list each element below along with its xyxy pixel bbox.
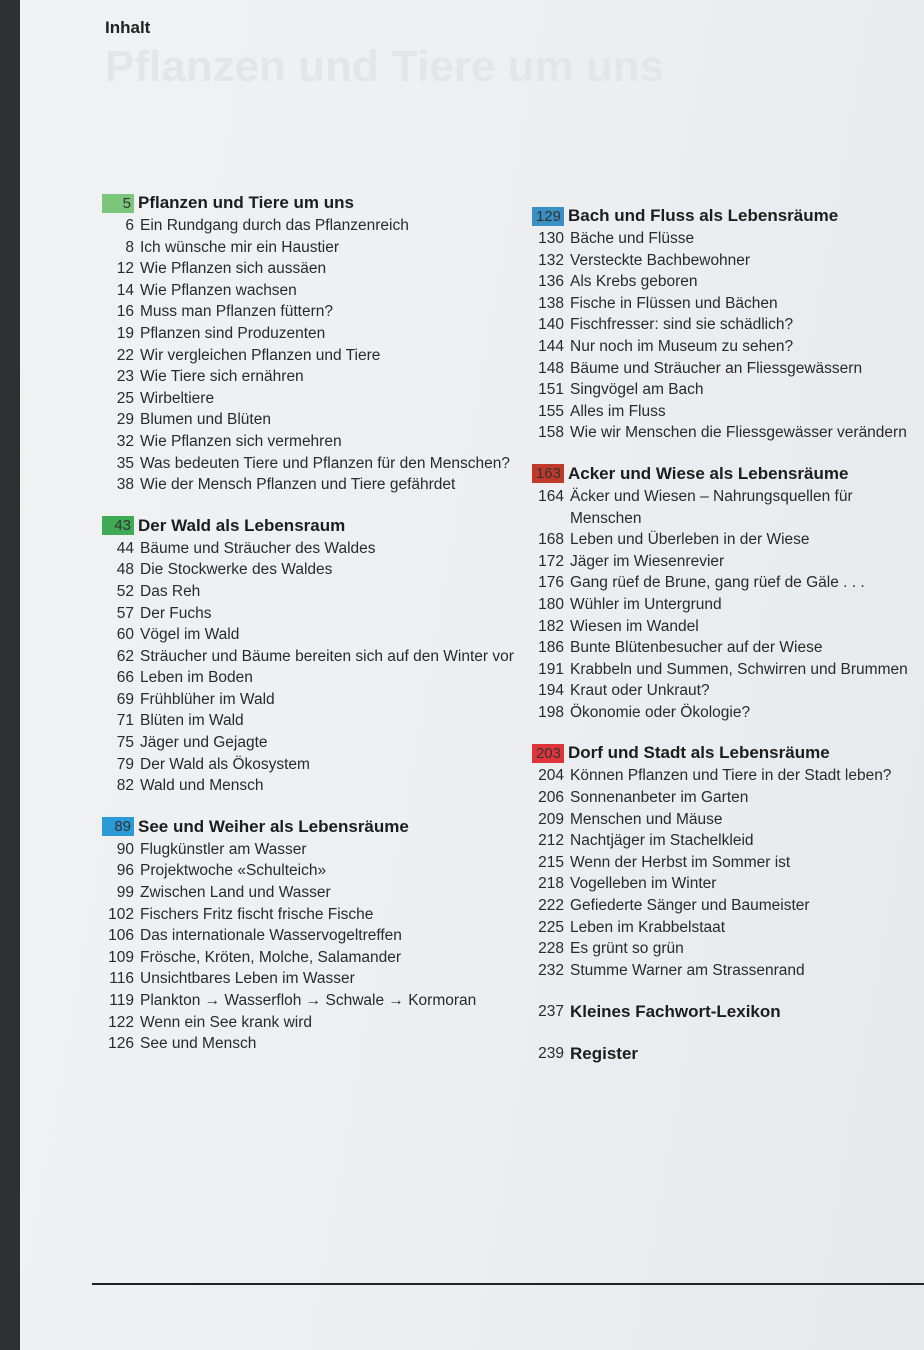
toc-entry[interactable] (102, 559, 522, 581)
entry-page-number: 126 (108, 1035, 134, 1053)
entry-page-number: 116 (109, 970, 134, 988)
entry-page-number: 119 (109, 992, 134, 1009)
toc-entry[interactable] (102, 947, 522, 969)
section-page-badge: 129 (532, 207, 564, 226)
entry-page-number: 130 (538, 230, 564, 247)
entry-title: Bäume und Sträucher des Waldes (140, 539, 376, 557)
entry-page-number: 140 (538, 316, 564, 334)
entry-page-number: 191 (538, 660, 564, 678)
toc-entry[interactable] (102, 301, 522, 323)
entry-title: Jäger und Gejagte (140, 734, 268, 752)
entry-title: Stumme Warner am Strassenrand (570, 961, 805, 979)
entry-title: Muss man Pflanzen füttern? (140, 303, 333, 321)
entry-page-number: 164 (538, 487, 564, 505)
toc-entry[interactable] (102, 603, 522, 625)
toc-section (532, 464, 924, 724)
toc-entry[interactable] (532, 401, 924, 423)
entry-page-number: 225 (538, 918, 564, 936)
toc-entry[interactable] (532, 895, 924, 917)
entry-title: Wie der Mensch Pflanzen und Tiere gefährdet (140, 476, 456, 494)
toc-entry[interactable] (532, 830, 924, 852)
entry-page-number: 194 (538, 682, 564, 700)
toc-entry[interactable] (532, 960, 924, 982)
entry-page-number: 155 (538, 402, 564, 420)
entry-title: Wie Tiere sich ernähren (140, 368, 304, 386)
toc-entry[interactable] (532, 551, 924, 573)
toc-entry[interactable] (532, 680, 924, 702)
entry-title: Wie Pflanzen sich aussäen (140, 260, 327, 278)
entry-title: Als Krebs geboren (570, 273, 698, 291)
entry-page-number: 12 (116, 260, 134, 278)
entry-title: Gang rüef de Brune, gang rüef de Gäle . . . (570, 574, 865, 592)
entry-title: Wie wir Menschen die Fliessgewässer verändern (570, 424, 907, 442)
entry-title: Fischfresser: sind sie schädlich? (570, 316, 794, 334)
entry-title: Blumen und Blüten (140, 411, 271, 429)
entry-page-number: 102 (108, 905, 134, 923)
entry-page-number: 176 (538, 574, 564, 592)
entry-title: Projektwoche «Schulteich» (140, 862, 327, 880)
entry-page-number: 144 (538, 337, 564, 355)
toc-entry[interactable] (532, 486, 924, 529)
section-title: Der Wald als Lebensraum (138, 515, 346, 535)
entry-title: Gefiederte Sänger und Baumeister (570, 897, 810, 915)
toc-entry[interactable] (532, 293, 924, 315)
toc-entry[interactable] (102, 667, 522, 689)
entry-page-number: 79 (116, 755, 134, 773)
section-heading[interactable] (102, 193, 522, 213)
entry-title: Es grünt so grün (570, 940, 684, 958)
entry-title: Frühblüher im Wald (140, 690, 275, 708)
entry-title: Das Reh (140, 582, 201, 600)
entry-page-number: 215 (538, 853, 564, 871)
entry-page-number: 75 (116, 734, 134, 752)
toc-entry[interactable] (102, 280, 522, 302)
entry-title: Alles im Fluss (570, 402, 666, 420)
entry-page-number: 206 (538, 789, 564, 807)
toc-entry[interactable] (102, 754, 522, 776)
entry-page-number: 62 (116, 647, 134, 665)
toc-entry[interactable] (532, 228, 924, 250)
entry-title: Vogelleben im Winter (570, 875, 717, 893)
entry-page-number: 132 (538, 251, 564, 269)
section-page-badge: 43 (102, 516, 134, 535)
entry-page-number: 172 (538, 552, 564, 570)
entry-title: Wühler im Untergrund (570, 595, 722, 613)
toc-entry[interactable] (102, 474, 522, 496)
entry-title: Bäume und Sträucher an Fliessgewässern (570, 359, 863, 377)
section-heading[interactable] (102, 516, 522, 536)
toc-entry[interactable] (532, 809, 924, 831)
section-heading[interactable] (102, 817, 522, 837)
entry-page-number: 22 (116, 346, 134, 364)
entry-page-number: 180 (538, 595, 564, 613)
toc-entry[interactable] (532, 787, 924, 809)
toc-section (532, 206, 924, 444)
toc-entry[interactable] (102, 990, 522, 1012)
entry-page-number: 109 (108, 948, 134, 966)
entry-title: Register (570, 1044, 639, 1063)
page-title: Inhalt (105, 18, 151, 37)
section-page-badge: 89 (102, 817, 134, 836)
toc-section (102, 516, 522, 797)
entry-page-number: 222 (538, 897, 564, 915)
toc-standalone-entry[interactable] (532, 1001, 924, 1023)
entry-title: Leben im Boden (140, 669, 253, 687)
ghost-title: Pflanzen und Tiere um uns (105, 42, 665, 91)
entry-title: Pflanzen sind Produzenten (140, 324, 326, 342)
section-page-badge: 163 (532, 464, 564, 483)
entry-page-number: 138 (538, 294, 564, 312)
entry-page-number: 52 (116, 582, 134, 600)
toc-entry[interactable] (532, 358, 924, 380)
entry-title: Wie Pflanzen wachsen (140, 281, 297, 299)
entry-page-number: 32 (116, 432, 134, 450)
entry-title: Der Wald als Ökosystem (140, 755, 310, 773)
entry-title: Nachtjäger im Stachelkleid (570, 832, 754, 850)
toc-entry[interactable] (532, 336, 924, 358)
toc-entry[interactable] (532, 572, 924, 594)
toc-entry[interactable] (102, 431, 522, 453)
toc-entry[interactable] (532, 852, 924, 874)
entry-title: Krabbeln und Summen, Schwirren und Brummen (570, 660, 908, 678)
entry-title: Bäche und Flüsse (570, 230, 695, 247)
toc-section (102, 817, 522, 1055)
entry-page-number: 168 (538, 531, 564, 549)
entry-title: Bunte Blütenbesucher auf der Wiese (570, 639, 823, 657)
entry-title: Sträucher und Bäume bereiten sich auf den Winter vor (140, 647, 514, 665)
entry-title: Nur noch im Museum zu sehen? (570, 337, 794, 355)
toc-entry[interactable] (532, 659, 924, 681)
toc-entry[interactable] (532, 250, 924, 272)
entry-page-number: 82 (116, 777, 134, 795)
entry-title: Fische in Flüssen und Bächen (570, 294, 778, 312)
entry-page-number: 212 (538, 832, 564, 850)
toc-entry[interactable] (102, 388, 522, 410)
toc-entry[interactable] (102, 345, 522, 367)
entry-page-number: 69 (116, 690, 134, 708)
entry-page-number: 8 (125, 238, 134, 256)
section-title: Pflanzen und Tiere um uns (138, 193, 354, 212)
toc-entry[interactable] (102, 968, 522, 990)
toc-entry[interactable] (102, 538, 522, 560)
section-title: Dorf und Stadt als Lebensräume (568, 743, 830, 763)
toc-entry[interactable] (532, 702, 924, 724)
entry-title: Fischers Fritz fischt frische Fische (140, 905, 374, 923)
entry-page-number: 35 (116, 454, 134, 472)
entry-page-number: 14 (116, 281, 134, 299)
toc-entry[interactable] (102, 624, 522, 646)
entry-title: Das internationale Wasservogeltreffen (140, 927, 402, 945)
section-page-badge: 5 (102, 194, 134, 213)
section-page-badge: 203 (532, 744, 564, 763)
toc-left-column (102, 193, 522, 1075)
entry-title: Leben im Krabbelstaat (570, 918, 726, 936)
toc-entry[interactable] (102, 453, 522, 475)
entry-title: Ein Rundgang durch das Pflanzenreich (140, 217, 409, 234)
toc-entry[interactable] (102, 732, 522, 754)
toc-entry[interactable] (102, 258, 522, 280)
toc-entry[interactable] (102, 323, 522, 345)
entry-page-number: 90 (116, 840, 134, 858)
entry-title: Wenn ein See krank wird (140, 1013, 313, 1031)
entry-page-number: 71 (116, 712, 134, 730)
entry-page-number: 44 (116, 539, 134, 557)
entry-page-number: 218 (538, 875, 564, 893)
entry-page-number: 182 (538, 617, 564, 635)
entry-title: Ich wünsche mir ein Haustier (140, 238, 339, 256)
entry-title: Zwischen Land und Wasser (140, 884, 331, 902)
toc-entry[interactable] (102, 366, 522, 388)
entry-title: Singvögel am Bach (570, 381, 704, 399)
entry-page-number: 19 (116, 324, 134, 342)
entry-page-number: 232 (538, 961, 564, 979)
entry-title: Können Pflanzen und Tiere in der Stadt leben? (570, 767, 892, 785)
toc-entry[interactable] (102, 215, 522, 237)
toc-entry[interactable] (102, 237, 522, 259)
toc-entry[interactable] (532, 765, 924, 787)
toc-section (532, 743, 924, 981)
toc-entry[interactable] (102, 581, 522, 603)
entry-title: Äcker und Wiesen – Nahrungsquellen für Menschen (570, 487, 853, 527)
toc-entry[interactable] (532, 314, 924, 336)
toc-entry[interactable] (532, 529, 924, 551)
entry-page-number: 66 (116, 669, 134, 687)
toc-entry[interactable] (102, 689, 522, 711)
entry-title: Die Stockwerke des Waldes (140, 561, 333, 579)
entry-title: Versteckte Bachbewohner (570, 251, 751, 269)
entry-title: Kraut oder Unkraut? (570, 682, 710, 700)
entry-page-number: 38 (116, 476, 134, 494)
entry-page-number: 186 (538, 639, 564, 657)
entry-page-number: 158 (538, 424, 564, 442)
entry-page-number: 228 (538, 940, 564, 958)
entry-title: Wie Pflanzen sich vermehren (140, 432, 342, 450)
toc-section (102, 193, 522, 496)
toc-entry[interactable] (532, 938, 924, 960)
toc-entry[interactable] (102, 1033, 522, 1055)
entry-page-number: 151 (538, 381, 564, 399)
entry-page-number: 23 (116, 368, 134, 386)
entry-title: Leben und Überleben in der Wiese (570, 531, 810, 549)
entry-page-number: 122 (108, 1013, 134, 1031)
toc-entry[interactable] (102, 775, 522, 797)
entry-title: Der Fuchs (140, 604, 212, 622)
entry-title: Wir vergleichen Pflanzen und Tiere (140, 346, 381, 364)
toc-entry[interactable] (102, 1012, 522, 1034)
toc-entry[interactable] (102, 882, 522, 904)
entry-title: Plankton → Wasserfloh → Schwale → Kormoran (140, 992, 477, 1009)
toc-entry[interactable] (102, 710, 522, 732)
entry-title: See und Mensch (140, 1035, 257, 1053)
entry-page-number: 136 (538, 273, 564, 291)
entry-title: Wald und Mensch (140, 777, 264, 795)
entry-title: Kleines Fachwort-Lexikon (570, 1002, 781, 1022)
entry-page-number: 25 (116, 389, 134, 407)
section-title: See und Weiher als Lebensräume (138, 816, 409, 836)
bottom-rule (92, 1283, 924, 1285)
toc-entry[interactable] (102, 925, 522, 947)
toc-entry[interactable] (102, 646, 522, 668)
toc-entry[interactable] (532, 379, 924, 401)
toc-entry[interactable] (532, 873, 924, 895)
entry-page-number: 48 (116, 561, 134, 579)
entry-page-number: 57 (116, 604, 134, 622)
entry-title: Unsichtbares Leben im Wasser (140, 970, 355, 988)
entry-title: Wirbeltiere (140, 389, 215, 407)
entry-title: Frösche, Kröten, Molche, Salamander (140, 948, 402, 966)
entry-title: Jäger im Wiesenrevier (570, 552, 725, 570)
entry-title: Menschen und Mäuse (570, 810, 723, 828)
toc-entry[interactable] (102, 904, 522, 926)
toc-standalone-entry[interactable] (532, 1043, 924, 1065)
toc-entry[interactable] (102, 409, 522, 431)
entry-page-number: 96 (116, 862, 134, 880)
toc-page (20, 0, 924, 1350)
toc-entry[interactable] (102, 860, 522, 882)
entry-title: Blüten im Wald (140, 712, 244, 730)
entry-title: Flugkünstler am Wasser (140, 840, 307, 858)
entry-title: Wiesen im Wandel (570, 617, 699, 635)
entry-page-number: 209 (538, 810, 564, 828)
toc-entry[interactable] (532, 637, 924, 659)
toc-entry[interactable] (532, 917, 924, 939)
section-title: Acker und Wiese als Lebensräume (568, 463, 849, 483)
entry-title: Ökonomie oder Ökologie? (570, 703, 751, 721)
toc-entry[interactable] (532, 271, 924, 293)
entry-page-number: 148 (538, 359, 564, 377)
entry-page-number: 6 (125, 217, 134, 234)
toc-entry[interactable] (102, 839, 522, 861)
section-title: Bach und Fluss als Lebensräume (568, 206, 839, 225)
entry-page-number: 239 (538, 1045, 564, 1062)
entry-title: Was bedeuten Tiere und Pflanzen für den Menschen? (140, 454, 510, 472)
entry-title: Vögel im Wald (140, 626, 240, 644)
toc-right-column (532, 206, 924, 1085)
entry-page-number: 29 (116, 411, 134, 429)
entry-page-number: 204 (538, 767, 564, 785)
entry-page-number: 60 (116, 626, 134, 644)
section-heading[interactable] (532, 206, 924, 226)
entry-page-number: 99 (116, 884, 134, 902)
entry-page-number: 106 (108, 927, 134, 945)
toc-entry[interactable] (532, 594, 924, 616)
section-heading[interactable] (532, 464, 924, 484)
toc-entry[interactable] (532, 616, 924, 638)
section-heading[interactable] (532, 743, 924, 763)
entry-page-number: 198 (538, 703, 564, 721)
entry-page-number: 16 (116, 303, 134, 321)
entry-title: Wenn der Herbst im Sommer ist (570, 853, 791, 871)
toc-entry[interactable] (532, 422, 924, 444)
entry-title: Sonnenanbeter im Garten (570, 789, 749, 807)
entry-page-number: 237 (538, 1003, 564, 1021)
